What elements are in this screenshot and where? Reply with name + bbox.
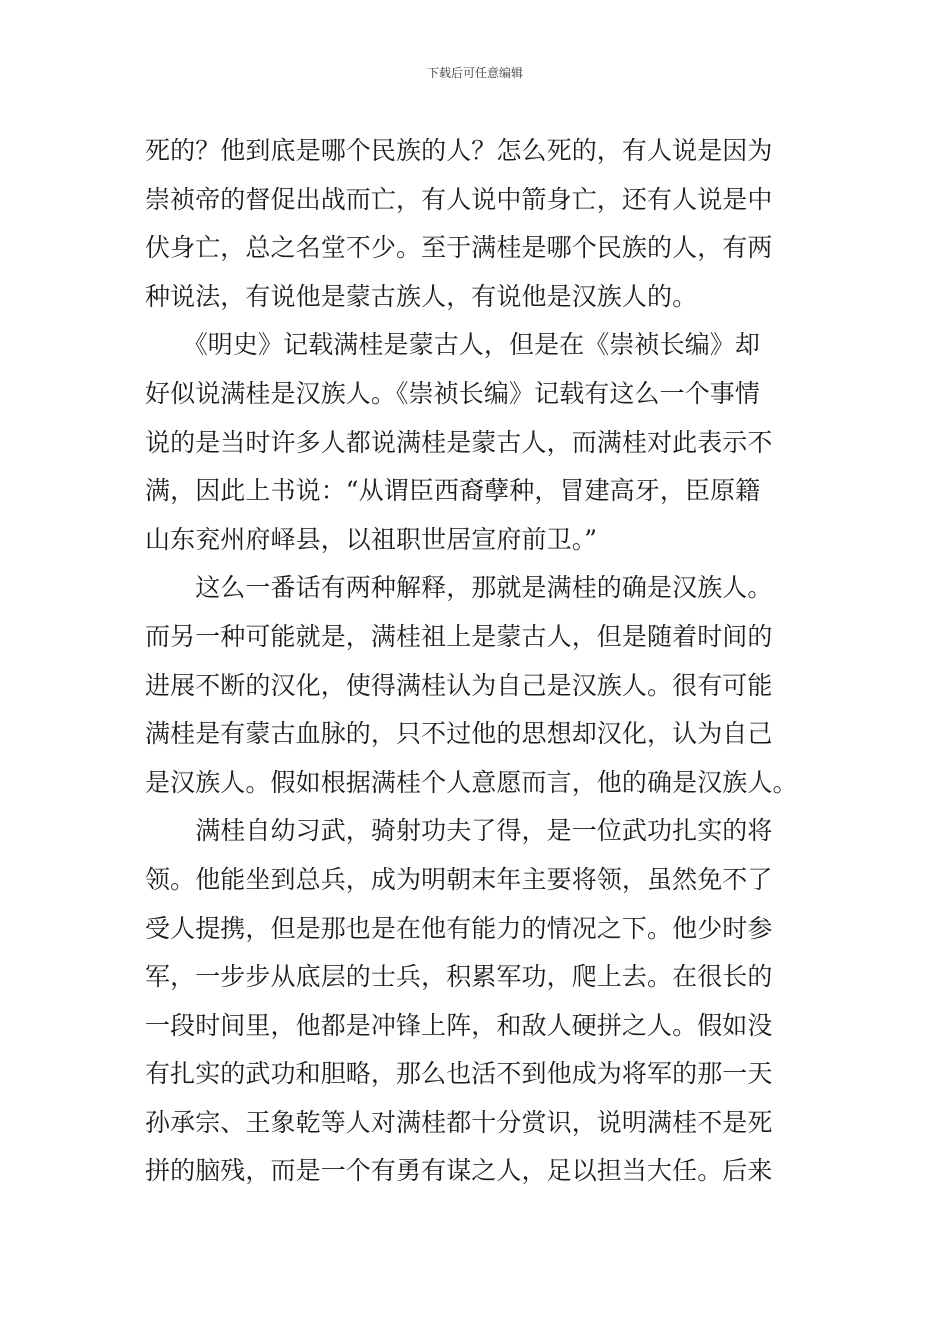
text-line: 满，因此上书说：“从谓臣西裔孽种，冒建高牙，臣原籍 — [145, 476, 761, 506]
text-line: 军，一步步从底层的士兵，积累军功，爬上去。在很长的 — [145, 962, 773, 992]
text-line: 领。他能坐到总兵，成为明朝末年主要将领，虽然免不了 — [145, 864, 773, 894]
text-line: 有扎实的武功和胆略，那么也活不到他成为将军的那一天 — [145, 1059, 773, 1089]
text-line: 《明史》记载满桂是蒙古人，但是在《崇祯长编》却 — [145, 330, 761, 360]
text-line: 受人提携，但是那也是在他有能力的情况之下。他少时参 — [145, 913, 773, 943]
text-line: 孙承宗、王象乾等人对满桂都十分赏识，说明满桂不是死 — [145, 1107, 773, 1137]
text-line: 而另一种可能就是，满桂祖上是蒙古人，但是随着时间的 — [145, 621, 773, 651]
text-line: 说的是当时许多人都说满桂是蒙古人，而满桂对此表示不 — [145, 427, 773, 457]
text-line: 是汉族人。假如根据满桂个人意愿而言，他的确是汉族人。 — [145, 767, 798, 797]
text-line: 种说法，有说他是蒙古族人，有说他是汉族人的。 — [145, 281, 698, 311]
page-header: 下载后可任意编辑 — [426, 66, 523, 80]
text-line: 一段时间里，他都是冲锋上阵，和敌人硬拼之人。假如没 — [145, 1010, 773, 1040]
text-line: 山东兖州府峄县，以祖职世居宣府前卫。” — [145, 524, 598, 554]
text-line: 崇祯帝的督促出战而亡，有人说中箭身亡，还有人说是中 — [145, 184, 773, 214]
text-line: 伏身亡，总之名堂不少。至于满桂是哪个民族的人，有两 — [145, 233, 773, 263]
text-line: 死的？他到底是哪个民族的人？怎么死的，有人说是因为 — [145, 136, 773, 165]
text-line: 进展不断的汉化，使得满桂认为自己是汉族人。很有可能 — [145, 670, 773, 700]
text-line: 满桂是有蒙古血脉的，只不过他的思想却汉化，认为自己 — [145, 719, 773, 749]
text-line: 拼的脑残，而是一个有勇有谋之人，足以担当大任。后来 — [145, 1156, 773, 1186]
text-line: 满桂自幼习武，骑射功夫了得，是一位武功扎实的将 — [145, 816, 773, 846]
text-line: 好似说满桂是汉族人。《崇祯长编》记载有这么一个事情 — [145, 378, 761, 408]
body-text — [145, 127, 810, 1196]
text-line: 这么一番话有两种解释，那就是满桂的确是汉族人。 — [145, 573, 773, 603]
